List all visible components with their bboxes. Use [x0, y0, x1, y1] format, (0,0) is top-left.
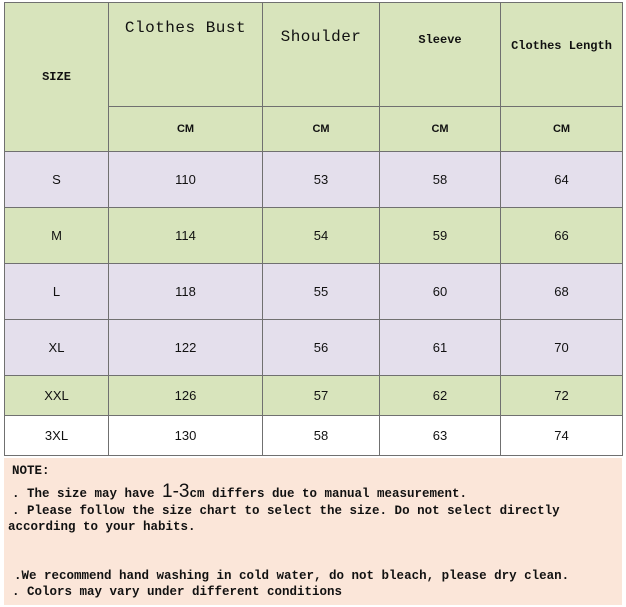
cell-length: 70	[501, 320, 623, 376]
cell-bust: 126	[109, 376, 263, 416]
note-measurement-range: 1-3	[162, 481, 190, 502]
header-sleeve: Sleeve	[380, 3, 501, 107]
cell-size: XL	[5, 320, 109, 376]
header-row	[5, 3, 623, 107]
cell-shoulder: 56	[263, 320, 380, 376]
table-row	[5, 376, 623, 416]
cell-bust: 110	[109, 152, 263, 208]
cell-shoulder: 57	[263, 376, 380, 416]
cell-size: M	[5, 208, 109, 264]
header-length: Clothes Length	[501, 3, 623, 107]
cell-shoulder: 55	[263, 264, 380, 320]
header-bust: Clothes Bust	[109, 3, 263, 107]
cell-bust: 122	[109, 320, 263, 376]
cell-length: 74	[501, 416, 623, 456]
table-row	[5, 320, 623, 376]
table-row	[5, 208, 623, 264]
note-size-chart: . Please follow the size chart to select the size. Do not select directly	[12, 504, 560, 518]
notes-title: NOTE:	[12, 464, 50, 478]
cell-sleeve: 58	[380, 152, 501, 208]
cell-length: 64	[501, 152, 623, 208]
table-row	[5, 152, 623, 208]
note-measurement-suffix: cm differs due to manual measurement.	[189, 487, 468, 501]
note-habits: according to your habits.	[8, 520, 196, 534]
notes-panel	[4, 458, 622, 605]
table-row	[5, 264, 623, 320]
cell-shoulder: 54	[263, 208, 380, 264]
cell-sleeve: 59	[380, 208, 501, 264]
cell-sleeve: 61	[380, 320, 501, 376]
cell-bust: 130	[109, 416, 263, 456]
cell-length: 66	[501, 208, 623, 264]
cell-size: 3XL	[5, 416, 109, 456]
size-chart-table	[4, 2, 623, 456]
table-row	[5, 416, 623, 456]
unit-bust: CM	[109, 107, 263, 152]
header-shoulder: Shoulder	[263, 3, 380, 107]
unit-shoulder: CM	[263, 107, 380, 152]
header-size: SIZE	[5, 3, 109, 152]
cell-bust: 114	[109, 208, 263, 264]
unit-sleeve: CM	[380, 107, 501, 152]
cell-shoulder: 53	[263, 152, 380, 208]
cell-bust: 118	[109, 264, 263, 320]
unit-length: CM	[501, 107, 623, 152]
cell-size: L	[5, 264, 109, 320]
note-measurement	[12, 481, 468, 502]
note-washing: .We recommend hand washing in cold water, do not bleach, please dry clean.	[14, 569, 570, 583]
cell-shoulder: 58	[263, 416, 380, 456]
cell-sleeve: 62	[380, 376, 501, 416]
note-measurement-prefix: . The size may have	[12, 487, 163, 501]
cell-length: 72	[501, 376, 623, 416]
cell-length: 68	[501, 264, 623, 320]
cell-size: S	[5, 152, 109, 208]
cell-sleeve: 60	[380, 264, 501, 320]
cell-sleeve: 63	[380, 416, 501, 456]
note-colors: . Colors may vary under different conditions	[12, 585, 343, 599]
cell-size: XXL	[5, 376, 109, 416]
